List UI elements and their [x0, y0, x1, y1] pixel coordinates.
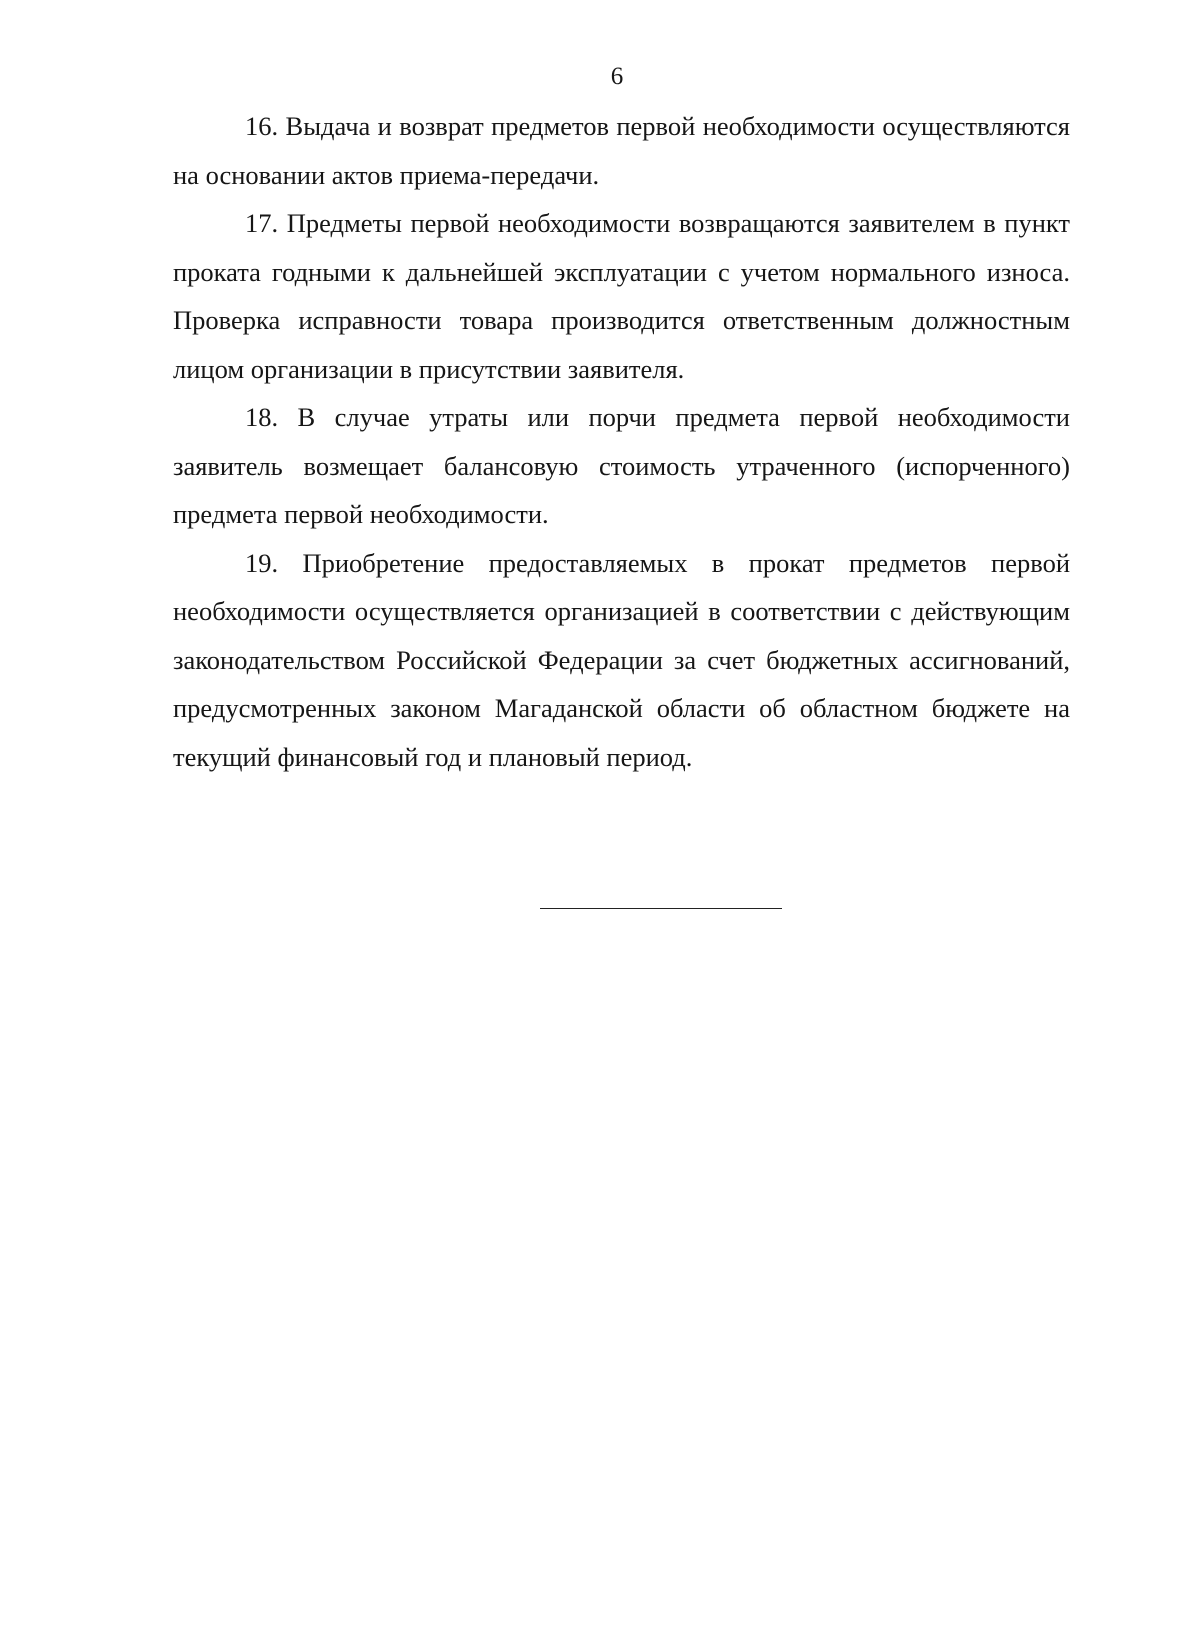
paragraph-number: 17. — [245, 208, 279, 238]
paragraph-16 — [173, 102, 1070, 199]
paragraph-19 — [173, 539, 1070, 782]
page-number: 6 — [610, 63, 624, 90]
paragraph-number: 18. — [245, 402, 279, 432]
end-separator-line — [540, 908, 782, 909]
paragraph-text: В случае утраты или порчи предмета первой необходимости заявитель возмещает балансовую стоимость утраченного (испорченного) предмета первой необходимости. — [173, 402, 1070, 529]
paragraph-text: Выдача и возврат предметов первой необходимости осуществляются на основании актов приема-передачи. — [173, 111, 1070, 190]
document-body — [173, 102, 1070, 781]
paragraph-number: 19. — [245, 547, 279, 578]
paragraph-text: Приобретение предоставляемых в прокат предметов первой необходимости осуществляется организацией в соответствии с действующим законодательством Российской Федерации за счет бюджетных ассигнований, предусмотренных законом Магаданской области об областном бюджете на текущий финансовый год и плановый период. — [173, 547, 1070, 772]
paragraph-17 — [173, 199, 1070, 393]
paragraph-number: 16. — [245, 111, 279, 141]
paragraph-18 — [173, 393, 1070, 539]
paragraph-text: Предметы первой необходимости возвращаются заявителем в пункт проката годными к дальнейшей эксплуатации с учетом нормального износа. Проверка исправности товара производится ответственным должностным лицом организации в присутствии заявителя. — [173, 208, 1070, 384]
